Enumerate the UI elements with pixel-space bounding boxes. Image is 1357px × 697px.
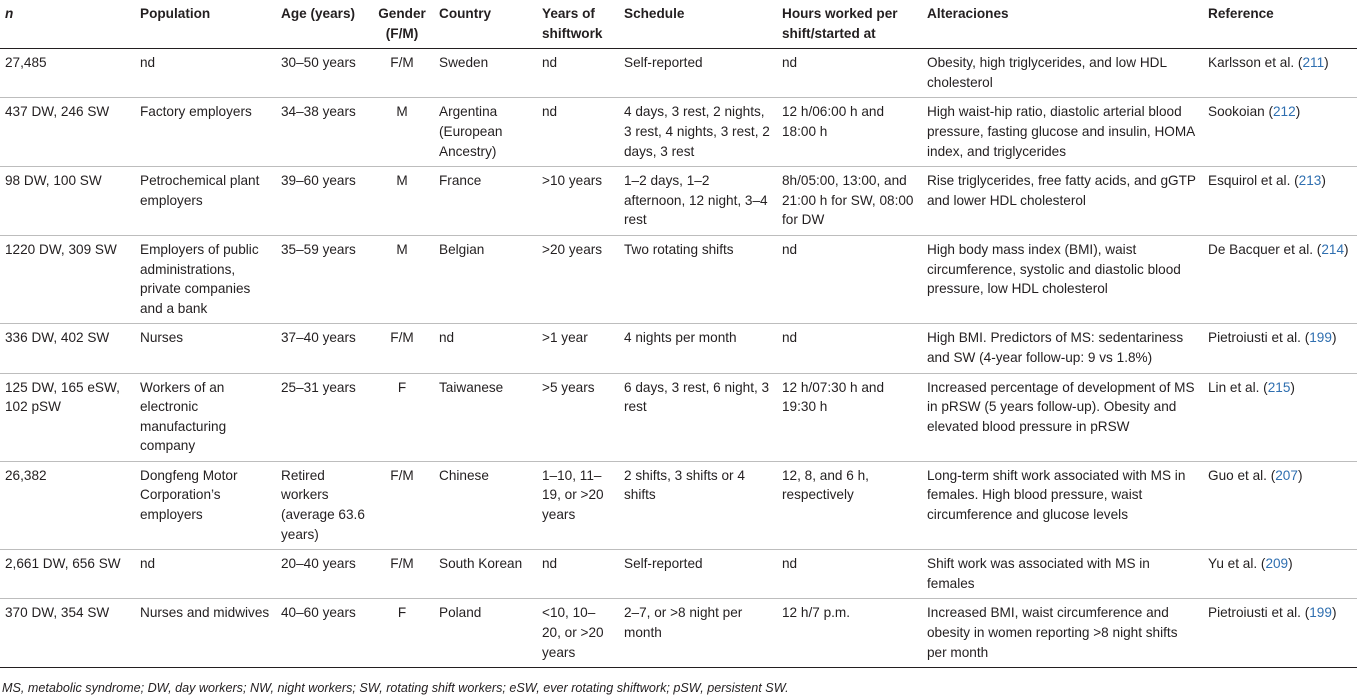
table-row	[0, 373, 1357, 461]
cell-population: Dongfeng Motor Corporation’s employers	[135, 461, 276, 549]
table-row	[0, 167, 1357, 236]
header-population: Population	[135, 0, 276, 49]
cell-country: Chinese	[434, 461, 537, 549]
cell-age: 35–59 years	[276, 235, 371, 323]
cell-gender: F/M	[371, 461, 434, 549]
cell-n: 336 DW, 402 SW	[0, 324, 135, 373]
table-header	[0, 0, 1357, 49]
cell-hours-worked: 12 h/7 p.m.	[777, 599, 922, 668]
reference-number-link[interactable]: 215	[1267, 379, 1291, 395]
cell-schedule: 2–7, or >8 night per month	[619, 599, 777, 668]
reference-author: Karlsson et al. (	[1208, 55, 1303, 71]
reference-close: )	[1321, 173, 1326, 189]
cell-alteraciones: High BMI. Predictors of MS: sedentariness and SW (4-year follow-up: 9 vs 1.8%)	[922, 324, 1203, 373]
header-n: n	[0, 0, 135, 49]
cell-n: 125 DW, 165 eSW, 102 pSW	[0, 373, 135, 461]
reference-author: Esquirol et al. (	[1208, 173, 1299, 189]
cell-age: 37–40 years	[276, 324, 371, 373]
cell-hours-worked: nd	[777, 235, 922, 323]
cell-gender: F/M	[371, 49, 434, 98]
cell-alteraciones: Obesity, high triglycerides, and low HDL cholesterol	[922, 49, 1203, 98]
header-country: Country	[434, 0, 537, 49]
cell-schedule: Two rotating shifts	[619, 235, 777, 323]
cell-population: Petrochemical plant employers	[135, 167, 276, 236]
cell-country: Taiwanese	[434, 373, 537, 461]
cell-country: Sweden	[434, 49, 537, 98]
cell-country: Belgian	[434, 235, 537, 323]
cell-country: Argentina (European Ancestry)	[434, 98, 537, 167]
cell-n: 98 DW, 100 SW	[0, 167, 135, 236]
reference-author: Yu et al. (	[1208, 556, 1266, 572]
cell-age: 40–60 years	[276, 599, 371, 668]
cell-schedule: 4 nights per month	[619, 324, 777, 373]
table-row	[0, 461, 1357, 549]
cell-schedule: Self-reported	[619, 550, 777, 599]
reference-close: )	[1324, 55, 1329, 71]
header-gender: Gender (F/M)	[371, 0, 434, 49]
cell-population: Workers of an electronic manufacturing company	[135, 373, 276, 461]
cell-n: 27,485	[0, 49, 135, 98]
reference-number-link[interactable]: 199	[1309, 605, 1332, 621]
cell-years-of-shiftwork: >10 years	[537, 167, 619, 236]
cell-hours-worked: 12, 8, and 6 h, respectively	[777, 461, 922, 549]
header-schedule: Schedule	[619, 0, 777, 49]
table-row	[0, 98, 1357, 167]
reference-number-link[interactable]: 214	[1321, 241, 1345, 257]
reference-close: )	[1288, 556, 1293, 572]
table-row	[0, 324, 1357, 373]
cell-reference	[1203, 461, 1357, 549]
cell-gender: F/M	[371, 550, 434, 599]
cell-population: nd	[135, 49, 276, 98]
reference-close: )	[1331, 605, 1337, 621]
table-body	[0, 49, 1357, 668]
table-row	[0, 599, 1357, 668]
reference-author: De Bacquer et al. (	[1208, 241, 1322, 257]
cell-n: 26,382	[0, 461, 135, 549]
cell-age: 39–60 years	[276, 167, 371, 236]
reference-close: )	[1331, 330, 1337, 346]
cell-population: Nurses	[135, 324, 276, 373]
header-alteraciones: Alteraciones	[922, 0, 1203, 49]
cell-alteraciones: Increased percentage of development of MS in pRSW (5 years follow-up). Obesity and elevated blood pressure in pRSW	[922, 373, 1203, 461]
cell-schedule: Self-reported	[619, 49, 777, 98]
cell-age: Retired workers (average 63.6 years)	[276, 461, 371, 549]
cell-population: Factory employers	[135, 98, 276, 167]
cell-schedule: 2 shifts, 3 shifts or 4 shifts	[619, 461, 777, 549]
table-row	[0, 550, 1357, 599]
cell-reference	[1203, 235, 1357, 323]
cell-alteraciones: Rise triglycerides, free fatty acids, and gGTP and lower HDL cholesterol	[922, 167, 1203, 236]
cell-years-of-shiftwork: >1 year	[537, 324, 619, 373]
cell-reference	[1203, 599, 1357, 668]
cell-population: Employers of public administrations, private companies and a bank	[135, 235, 276, 323]
reference-number-link[interactable]: 212	[1273, 104, 1296, 120]
reference-number-link[interactable]: 209	[1265, 556, 1289, 572]
cell-reference	[1203, 324, 1357, 373]
cell-alteraciones: High waist-hip ratio, diastolic arterial blood pressure, fasting glucose and insulin, HOMA index, and triglycerides	[922, 98, 1203, 167]
cell-gender: F	[371, 373, 434, 461]
reference-number-link[interactable]: 207	[1275, 467, 1298, 483]
cell-n: 2,661 DW, 656 SW	[0, 550, 135, 599]
cell-alteraciones: Increased BMI, waist circumference and obesity in women reporting >8 night shifts per month	[922, 599, 1203, 668]
cell-reference	[1203, 550, 1357, 599]
reference-author: Lin et al. (	[1208, 379, 1268, 395]
cell-alteraciones: High body mass index (BMI), waist circumference, systolic and diastolic blood pressure, low HDL cholesterol	[922, 235, 1203, 323]
cell-country: France	[434, 167, 537, 236]
cell-years-of-shiftwork: >5 years	[537, 373, 619, 461]
reference-number-link[interactable]: 213	[1298, 173, 1322, 189]
cell-hours-worked: 12 h/07:30 h and 19:30 h	[777, 373, 922, 461]
cell-schedule: 4 days, 3 rest, 2 nights, 3 rest, 4 nights, 3 rest, 2 days, 3 rest	[619, 98, 777, 167]
reference-author: Pietroiusti et al. (	[1208, 605, 1310, 621]
cell-years-of-shiftwork: <10, 10–20, or >20 years	[537, 599, 619, 668]
header-years-of-shiftwork: Years of shiftwork	[537, 0, 619, 49]
table-footnote: MS, metabolic syndrome; DW, day workers; NW, night workers; SW, rotating shift workers; eSW, ever rotating shiftwork; pSW, persistent SW.	[2, 681, 789, 695]
reference-number-link[interactable]: 199	[1309, 330, 1332, 346]
cell-years-of-shiftwork: nd	[537, 550, 619, 599]
cell-gender: F	[371, 599, 434, 668]
cell-gender: M	[371, 167, 434, 236]
cell-country: Poland	[434, 599, 537, 668]
cell-hours-worked: nd	[777, 550, 922, 599]
cell-age: 30–50 years	[276, 49, 371, 98]
cell-population: nd	[135, 550, 276, 599]
cell-gender: M	[371, 98, 434, 167]
cell-gender: F/M	[371, 324, 434, 373]
cell-reference	[1203, 167, 1357, 236]
cell-country: nd	[434, 324, 537, 373]
cell-hours-worked: nd	[777, 324, 922, 373]
cell-years-of-shiftwork: 1–10, 11–19, or >20 years	[537, 461, 619, 549]
cell-country: South Korean	[434, 550, 537, 599]
header-reference: Reference	[1203, 0, 1357, 49]
reference-close: )	[1295, 104, 1301, 120]
cell-alteraciones: Shift work was associated with MS in females	[922, 550, 1203, 599]
cell-alteraciones: Long-term shift work associated with MS in females. High blood pressure, waist circumference and glucose levels	[922, 461, 1203, 549]
cell-n: 1220 DW, 309 SW	[0, 235, 135, 323]
cell-reference	[1203, 373, 1357, 461]
reference-close: )	[1297, 467, 1303, 483]
header-row	[0, 0, 1357, 49]
cell-schedule: 6 days, 3 rest, 6 night, 3 rest	[619, 373, 777, 461]
reference-close: )	[1290, 379, 1295, 395]
cell-reference	[1203, 98, 1357, 167]
cell-n: 437 DW, 246 SW	[0, 98, 135, 167]
cell-population: Nurses and midwives	[135, 599, 276, 668]
cell-age: 34–38 years	[276, 98, 371, 167]
header-age: Age (years)	[276, 0, 371, 49]
table-row	[0, 235, 1357, 323]
cell-hours-worked: nd	[777, 49, 922, 98]
reference-close: )	[1344, 241, 1349, 257]
cell-hours-worked: 12 h/06:00 h and 18:00 h	[777, 98, 922, 167]
reference-author: Guo et al. (	[1208, 467, 1276, 483]
reference-author: Sookoian (	[1208, 104, 1273, 120]
cell-hours-worked: 8h/05:00, 13:00, and 21:00 h for SW, 08:00 for DW	[777, 167, 922, 236]
table-row	[0, 49, 1357, 98]
cell-age: 25–31 years	[276, 373, 371, 461]
cell-gender: M	[371, 235, 434, 323]
reference-author: Pietroiusti et al. (	[1208, 330, 1310, 346]
cell-years-of-shiftwork: >20 years	[537, 235, 619, 323]
cell-schedule: 1–2 days, 1–2 afternoon, 12 night, 3–4 rest	[619, 167, 777, 236]
header-hours-worked: Hours worked per shift/started at	[777, 0, 922, 49]
cell-years-of-shiftwork: nd	[537, 98, 619, 167]
cell-n: 370 DW, 354 SW	[0, 599, 135, 668]
cell-age: 20–40 years	[276, 550, 371, 599]
reference-number-link[interactable]: 211	[1302, 55, 1325, 71]
cell-years-of-shiftwork: nd	[537, 49, 619, 98]
cell-reference	[1203, 49, 1357, 98]
